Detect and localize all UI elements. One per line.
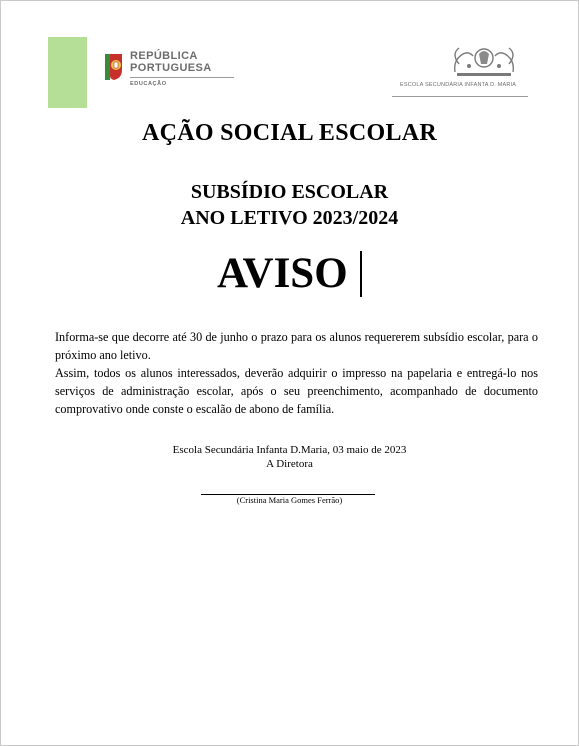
gov-name-line1: REPÚBLICA — [130, 50, 198, 62]
signatory-name: (Cristina Maria Gomes Ferrão) — [236, 495, 343, 505]
gov-ministry: EDUCAÇÃO — [130, 81, 167, 87]
signatory-role: A Diretora — [266, 458, 313, 470]
place-date: Escola Secundária Infanta D.Maria, 03 maio de 2023 — [172, 444, 407, 456]
notice-subtitle-2: ANO LETIVO 2023/2024 — [180, 207, 399, 229]
header-accent-block — [48, 37, 87, 108]
notice-paragraph-2: Assim, todos os alunos interessados, deverão adquirir o impresso na papelaria e entregá-lo nos serviços de administração escolar, após o seu preenchimento, acompanhado de documento comprovativo onde conste o escalão de abono de família. — [55, 366, 538, 416]
notice-body — [55, 328, 538, 418]
school-name: ESCOLA SECUNDÁRIA INFANTA D. MARIA — [400, 82, 517, 88]
notice-heading: AVISO — [217, 250, 348, 297]
coat-of-arms-icon — [104, 52, 124, 82]
text-cursor — [360, 251, 362, 297]
notice-paragraph-1: Informa-se que decorre até 30 de junho o prazo para os alunos requererem subsídio escolar, para o próximo ano letivo. — [55, 330, 538, 362]
signoff-block — [0, 443, 579, 471]
notice-subtitle-1: SUBSÍDIO ESCOLAR — [190, 181, 389, 203]
gov-name-line2: PORTUGUESA — [130, 62, 212, 74]
school-emblem-icon — [449, 42, 519, 80]
school-divider — [392, 96, 528, 97]
gov-divider — [130, 77, 234, 78]
government-logo — [104, 50, 234, 87]
notice-title: AÇÃO SOCIAL ESCOLAR — [141, 120, 438, 146]
